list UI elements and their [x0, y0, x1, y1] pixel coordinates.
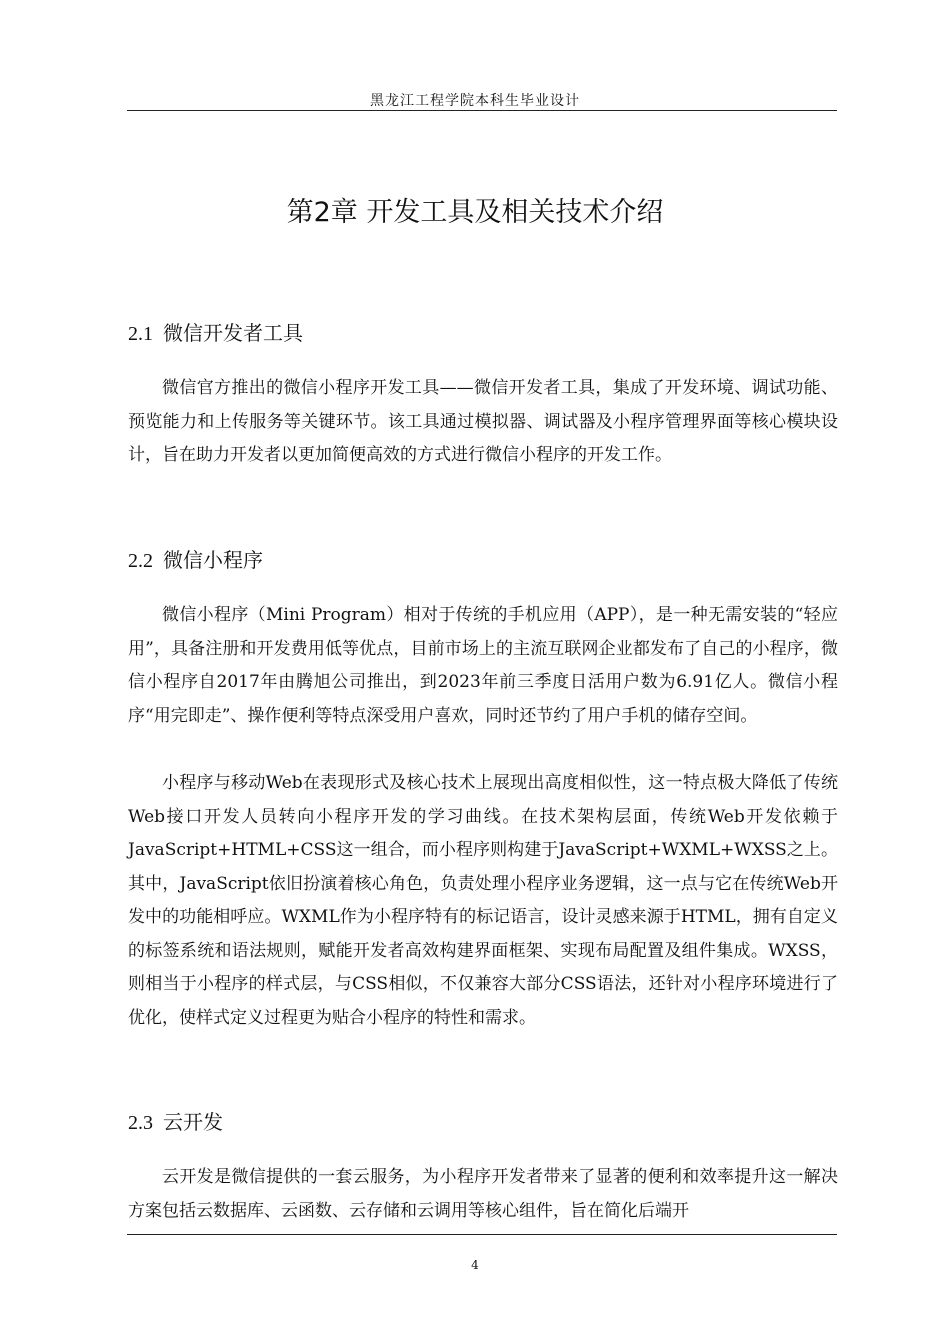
page-number: 4: [471, 1258, 479, 1272]
section-title: 微信开发者工具: [163, 321, 303, 345]
section-title: 云开发: [163, 1110, 223, 1134]
header-divider: [127, 110, 837, 111]
footer-divider: [127, 1234, 837, 1235]
section-number: 2.1: [128, 323, 153, 345]
paragraph: 微信小程序（Mini Program）相对于传统的手机应用（APP），是一种无需安装的“轻应用”，具备注册和开发费用低等优点，目前市场上的主流互联网企业都发布了自己的小程序，微信小程序自2017年由腾旭公司推出，到2023年前三季度日活用户数为6.91亿人。微信小程序“用完即走”、操作便利等特点深受用户喜欢，同时还节约了用户手机的储存空间。: [128, 605, 838, 726]
paragraph: 小程序与移动Web在表现形式及核心技术上展现出高度相似性，这一特点极大降低了传统Web接口开发人员转向小程序开发的学习曲线。在技术架构层面，传统Web开发依赖于JavaScript+HTML+CSS这一组合，而小程序则构建于JavaScript+WXML+WXSS之上。其中，JavaScript依旧扮演着核心角色，负责处理小程序业务逻辑，这一点与它在传统Web开发中的功能相呼应。WXML作为小程序特有的标记语言，设计灵感来源于HTML，拥有自定义的标签系统和语法规则，赋能开发者高效构建界面框架、实现布局配置及组件集成。WXSS，则相当于小程序的样式层，与CSS相似，不仅兼容大部分CSS语法，还针对小程序环境进行了优化，使样式定义过程更为贴合小程序的特性和需求。: [128, 773, 838, 1028]
section-title: 微信小程序: [163, 548, 263, 572]
paragraph: 云开发是微信提供的一套云服务，为小程序开发者带来了显著的便利和效率提升这一解决方案包括云数据库、云函数、云存储和云调用等核心组件，旨在简化后端开: [128, 1167, 838, 1221]
section-heading-2-2: [128, 544, 263, 573]
section-number: 2.3: [128, 1112, 153, 1134]
section-heading-2-1: [128, 317, 303, 346]
section-heading-2-3: [128, 1106, 223, 1135]
paragraph: 微信官方推出的微信小程序开发工具——微信开发者工具，集成了开发环境、调试功能、预览能力和上传服务等关键环节。该工具通过模拟器、调试器及小程序管理界面等核心模块设计，旨在助力开发者以更加简便高效的方式进行微信小程序的开发工作。: [128, 378, 838, 465]
section-number: 2.2: [128, 550, 153, 572]
running-header: 黑龙江工程学院本科生毕业设计: [370, 93, 580, 109]
chapter-title: 第2章 开发工具及相关技术介绍: [286, 197, 664, 228]
